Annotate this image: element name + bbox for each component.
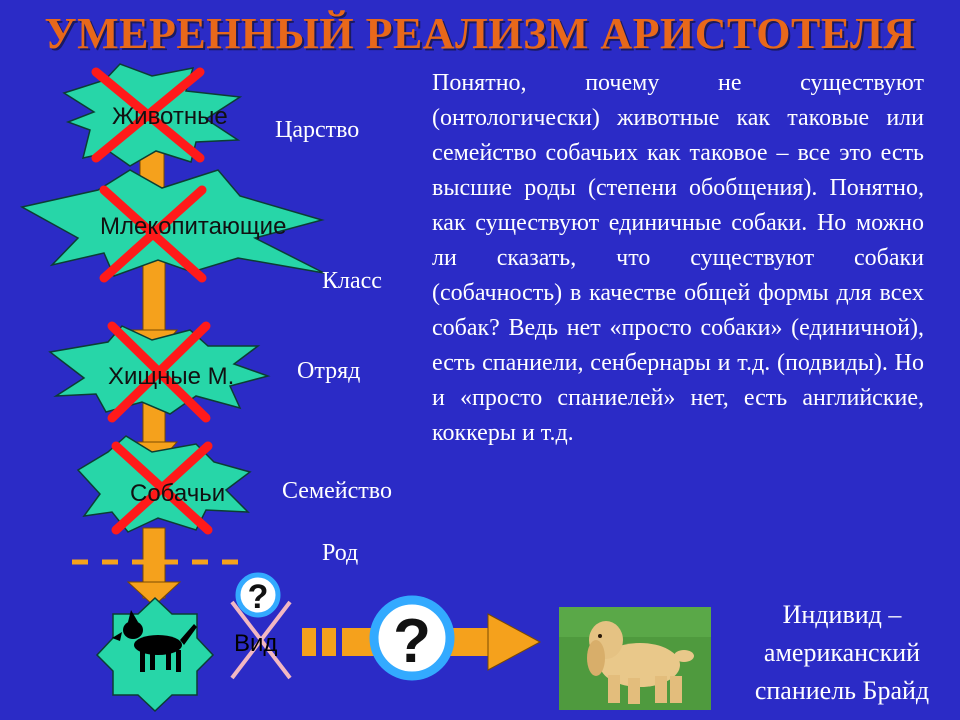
species-question-badge [238,575,278,616]
page-title: УМЕРЕННЫЙ РЕАЛИЗМ АРИСТОТЕЛЯ [44,9,916,58]
rank-family: Семейство [282,478,392,504]
main-paragraph: Понятно, почему не существуют (онтологически) животные как таковые или семейство собачьих как таковое – все это есть высшие роды (степени обобщения). Понятно, как существуют единичные собаки. Но можно ли сказать, что существуют собаки (собачность) в качестве общей формы для всех собак? Ведь нет «просто собаки» (единичной), есть спаниели, сенбернары и т.д. (подвиды). Но и «просто спаниелей» нет, есть английские, коккеры и т.д. [432,70,924,446]
dog-photo [559,607,711,710]
rank-class: Класс [322,268,382,294]
individual-caption [722,596,960,710]
rank-kingdom: Царство [275,117,360,143]
caption-line-3: спаниель Брайд [754,676,930,705]
small-question-mark: ? [247,578,269,616]
arrow-canines-to-species [128,528,180,606]
node-predators-label: Хищные М. [108,363,235,390]
node-animals-label: Животные [112,103,228,130]
caption-line-1: Индивид – [782,600,902,629]
big-question-mark: ? [393,607,431,676]
node-mammals-label: Млекопитающие [100,213,287,240]
node-canines-label: Собачьи [130,480,226,507]
node-species-label: Вид [234,630,278,657]
rank-genus: Род [322,540,359,566]
caption-line-2: американский [763,638,921,667]
big-question-badge [374,600,450,676]
rank-order: Отряд [297,358,361,384]
